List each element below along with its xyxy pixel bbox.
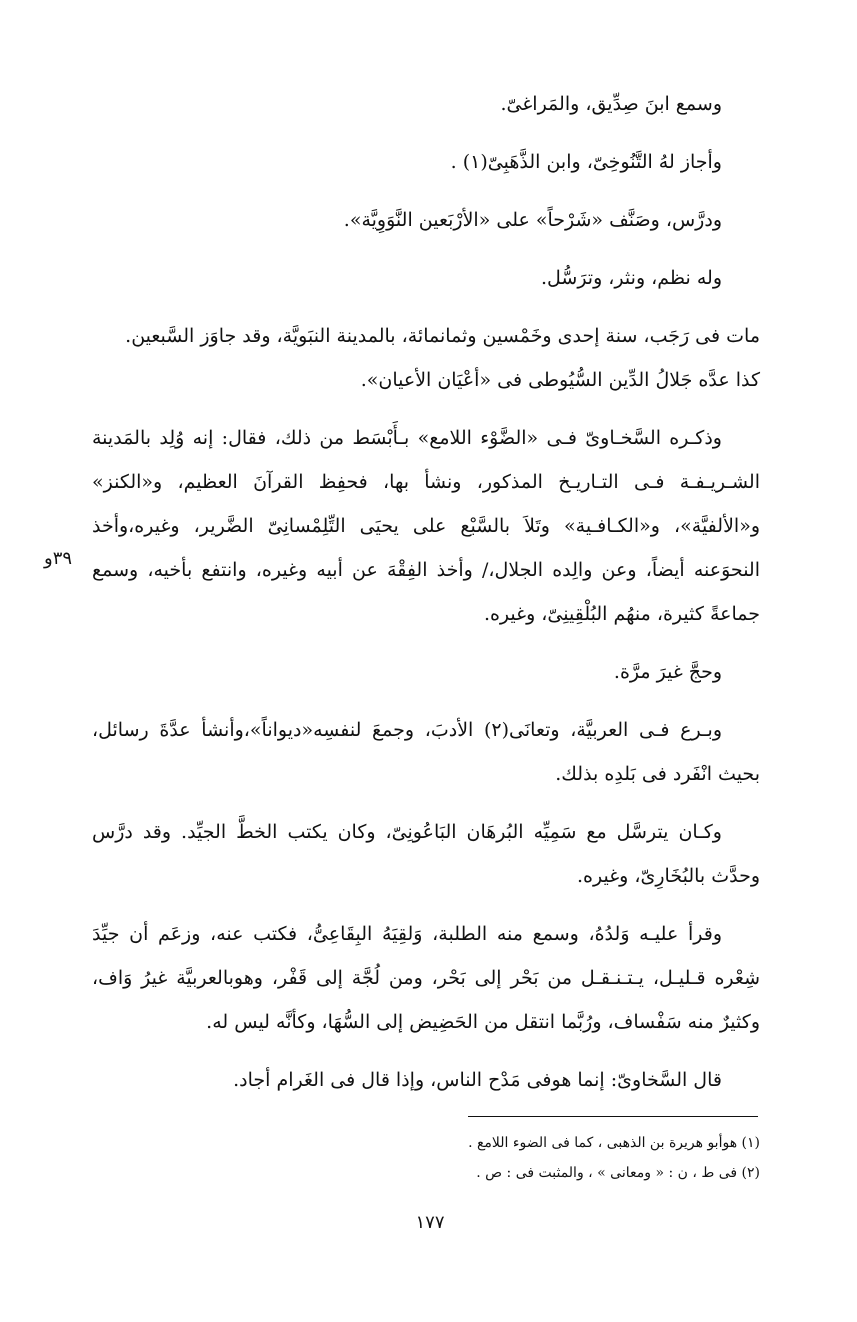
paragraph-suyuti: كذا عدَّه جَلالُ الدِّين السُّيُوطى فى «أعْيَان الأعيان». [360, 369, 760, 391]
paragraph-sakhawi-verdict: قال السَّخاوىّ: إنما هوفى مَدْح الناس، وإذا قال فى الغَرام أجاد. [233, 1069, 722, 1091]
page-number: ١٧٧ [415, 1212, 445, 1233]
paragraph-heard: وسمع ابنَ صِدِّيق، والمَراغىّ. [500, 93, 722, 115]
paragraph-students: وقرأ عليـه وَلدُهُ، وسمع منه الطلبة، وَلقِيَهُ البِقَاعِىُّ، فكتب عنه، وزعَم أن جيِّدَ شِعْره قـليـل، يـتـنـقـل من بَحْر إلى بَحْر، ومن لُجَّة إلى قَفْر، وهوبالعربيَّة غيرُ وَاف، وكثيرٌ منه سَفْساف، ورُبَّما انتقل من الحَضِيض إلى السُّهَا، وكأنَّه ليس له. [92, 923, 760, 1033]
footnote-2: (٢) فى ط ، ن : « ومعانى » ، والمثبت فى : ص . [476, 1165, 760, 1181]
paragraph-poetry: وله نظم، ونثر، وترَسُّل. [540, 267, 722, 289]
paragraph-sakhawi-biography: وذكـره السَّخـاوىّ فـى «الضَّوْء اللامع» بـأَبْسَط من ذلك، فقال: إنه وُلِد بالمَدينة الشـريـفـة فـى التـاريـخ المذكور، ونشأ بها، فحفِظ القرآنَ العظيم، و«الكنز» و«الألفيَّة»، و«الكـافـية» وتَلاَ بالسَّبْع على يحيَى التِّلِمْسانِىّ الضَّرير، وغيره،وأخذ النحوَعنه أيضاً، وعن والِده الجلال،/ وأخذ الفِقْهَ عن أبيه وغيره، وانتفع بأخيه، وسمع جماعةً كثيرة، منهُم البُلْقِينِىّ، وغيره. [92, 427, 760, 625]
paragraph-death: مات فى رَجَب، سنة إحدى وخَمْسين وثمانمائة، بالمدينة النبَويَّة، وقد جاوَز السَّبعين. [125, 325, 760, 347]
main-text [92, 82, 760, 1116]
footnote-1: (١) هوأبو هريرة بن الذهبى ، كما فى الضوء اللامع . [468, 1135, 760, 1151]
paragraph-correspondence: وكـان يترسَّل مع سَمِيِّه البُرهَان البَاعُونِىّ، وكان يكتب الخطَّ الجيِّد. وقد درَّس وحدَّث بالبُخَارِىّ، وغيره. [92, 821, 760, 887]
paragraph-licensed: وأجاز لهُ التَّنُوخِىّ، وابن الذَّهَبِىّ(١) . [450, 151, 722, 173]
footnotes [300, 1128, 760, 1188]
footnote-divider [468, 1116, 758, 1117]
paragraph-arabic-excellence: وبـرع فـى العربيَّة، وتعانَى(٢) الأدبَ، وجمعَ لنفسِه«ديواناً»،وأنشأ عدَّةَ رسائل، بحيث انْفَرد فى بَلدِه بذلك. [92, 719, 760, 785]
paragraph-taught: ودرَّس، وصَنَّف «شَرْحاً» على «الأرْبَعين النَّوَوِيَّة». [343, 209, 722, 231]
paragraph-hajj: وحجَّ غيرَ مرَّة. [613, 661, 722, 683]
manuscript-folio-marker: ٣٩و [44, 548, 73, 569]
